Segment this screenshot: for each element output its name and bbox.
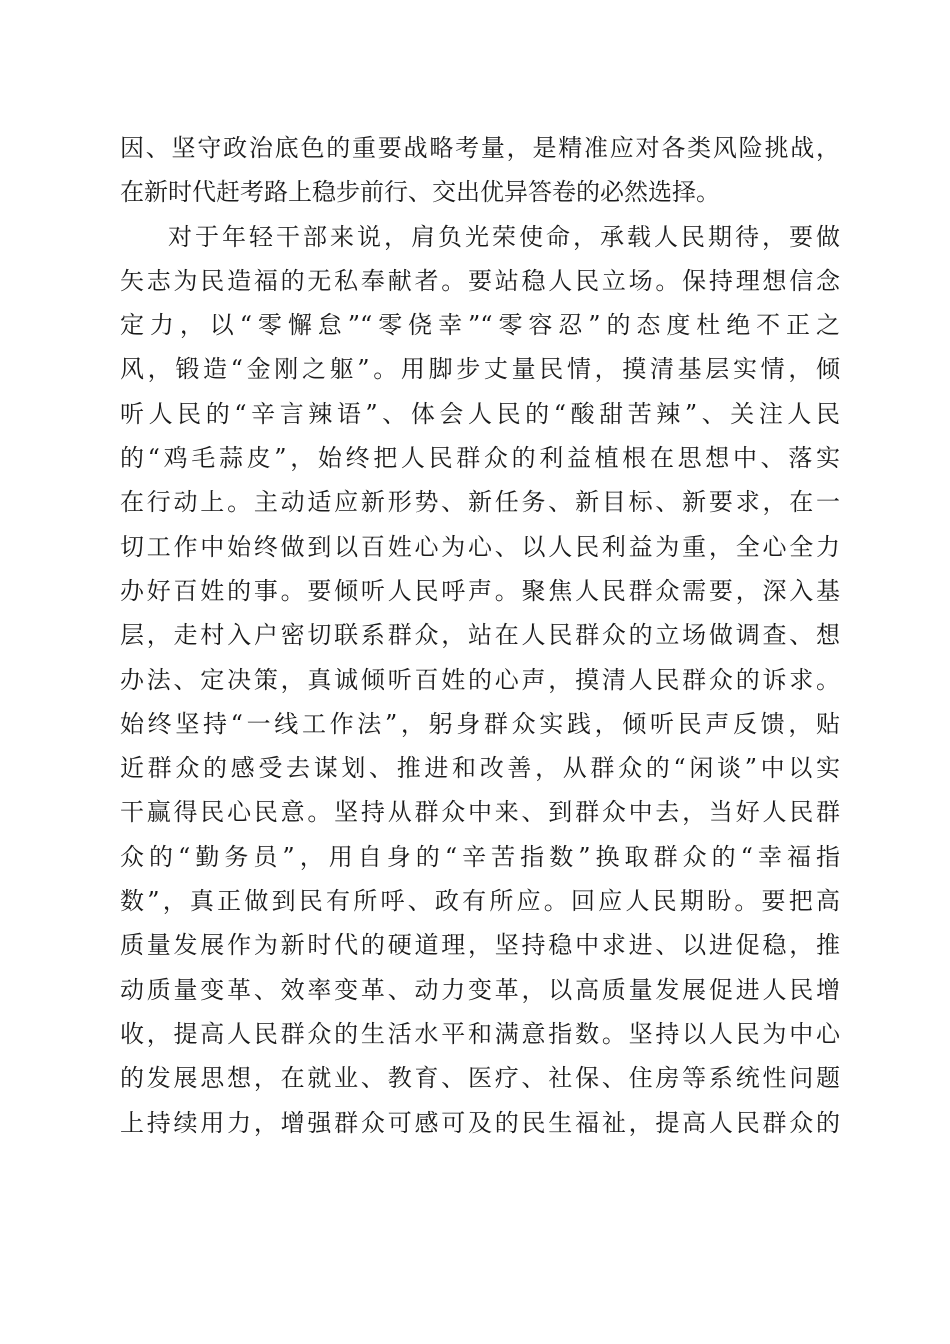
text-line: 收，提高人民群众的生活水平和满意指数。坚持以人民为中心 (120, 1019, 840, 1048)
text-line: 的“鸡毛蒜皮”，始终把人民群众的利益植根在思想中、落实 (120, 444, 840, 473)
text-line: 在行动上。主动适应新形势、新任务、新目标、新要求，在一 (120, 488, 840, 517)
text-line: 的发展思想，在就业、教育、医疗、社保、住房等系统性问题 (120, 1064, 840, 1093)
text-line: 定力，以“零懈怠”“零侥幸”“零容忍”的态度杜绝不正之 (120, 311, 840, 340)
body-text (120, 126, 840, 1145)
text-line: 数”，真正做到民有所呼、政有所应。回应人民期盼。要把高 (120, 887, 840, 916)
text-line: 对于年轻干部来说，肩负光荣使命，承载人民期待，要做 (168, 222, 840, 251)
text-line: 干赢得民心民意。坚持从群众中来、到群众中去，当好人民群 (120, 798, 840, 827)
paragraph-2 (120, 215, 840, 1145)
text-line: 矢志为民造福的无私奉献者。要站稳人民立场。保持理想信念 (120, 266, 840, 295)
text-line: 因、坚守政治底色的重要战略考量，是精准应对各类风险挑战， (120, 134, 840, 162)
text-line: 层，走村入户密切联系群众，站在人民群众的立场做调查、想 (120, 621, 840, 650)
text-line: 在新时代赶考路上稳步前行、交出优异答卷的必然选择。 (120, 178, 720, 207)
text-line: 质量发展作为新时代的硬道理，坚持稳中求进、以进促稳，推 (120, 931, 840, 960)
text-line: 办好百姓的事。要倾听人民呼声。聚焦人民群众需要，深入基 (120, 576, 840, 605)
text-line: 听人民的“辛言辣语”、体会人民的“酸甜苦辣”、关注人民 (120, 399, 840, 428)
text-line: 风，锻造“金刚之躯”。用脚步丈量民情，摸清基层实情，倾 (120, 355, 840, 384)
text-line: 上持续用力，增强群众可感可及的民生福祉，提高人民群众的 (120, 1108, 840, 1137)
text-line: 近群众的感受去谋划、推进和改善，从群众的“闲谈”中以实 (120, 754, 840, 783)
paragraph-1 (120, 126, 840, 215)
text-line: 办法、定决策，真诚倾听百姓的心声，摸清人民群众的诉求。 (120, 665, 840, 694)
text-line: 众的“勤务员”，用自身的“辛苦指数”换取群众的“幸福指 (120, 842, 840, 871)
text-line: 切工作中始终做到以百姓心为心、以人民利益为重，全心全力 (120, 532, 840, 561)
text-line: 始终坚持“一线工作法”，躬身群众实践，倾听民声反馈，贴 (120, 709, 840, 738)
text-line: 动质量变革、效率变革、动力变革，以高质量发展促进人民增 (120, 975, 840, 1004)
